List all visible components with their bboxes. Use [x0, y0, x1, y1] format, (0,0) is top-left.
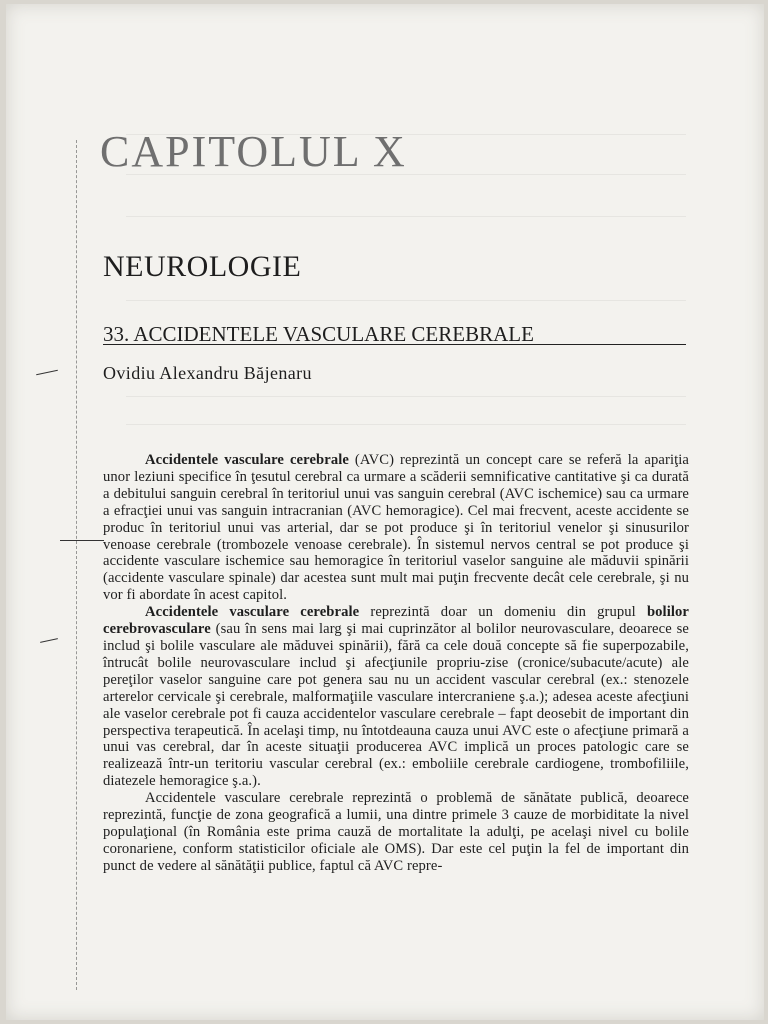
paragraph-text: (sau în sens mai larg şi mai cuprinzător al bolilor neurovasculare, deoarece se includ şi bolile vasculare ale măduvei spinării), fără ca cele două concepte să fie superpozabile, întrucât bolile neurovasculare includ şi afecţiunile propriu-zise (cronice/subacute/acute) ale pereţilor vaselor sanguine care pot genera sau nu un accident vascular cerebral (ex.: stenozele arterelor cervicale şi cerebrale, malformaţiile vasculare intercraniene ş.a.); adesea aceste afecţiuni ale vaselor cerebrale pot fi cauza accidentelor vasculare cerebrale – fapt deosebit de important din perspectiva terapeutică. În acelaşi timp, nu întotdeauna cauza unui AVC este o afecţiune primară a unui vas cerebral, dar în aceste situaţii producerea AVC implică un proces patologic care se realizează într-un teritoriu vascular cerebral (ex.: emboliile cerebrale cardiogene, trombofiliile, diatezele hemoragice ş.a.). — [103, 621, 689, 790]
subsection-title: ACCIDENTELE VASCULARE CEREBRALE — [133, 322, 534, 346]
margin-dashed-rule — [76, 140, 77, 990]
heading-underline — [103, 344, 686, 345]
paragraph-text: (AVC) reprezintă un concept care se referă la apariţia unor leziuni specifice în ţesutul cerebral ca urmare a scăderii semnificative cantitative şi ca durată a debitului sanguin cerebral în teritoriul unui vas sanguin cerebral (AVC ischemice) sau ca urmare a efracţiei unui vas sanguin intracranian (AVC hemoragice). Cel mai frecvent, aceste accidente se produc în teritoriul unui vas arterial, dar se pot produce şi în teritoriul venelor şi sinusurilor venoase cerebrale (trombozele venoase cerebrale). În sistemul nervos central se pot produce şi accidente vasculare ischemice sau hemoragice în teritoriul vaselor sanguine ale măduvii spinării (accidente vasculare spinale) dar acestea sunt mult mai puţin frecvente decât cele cerebrale, şi nu vor fi abordate în acest capitol. — [103, 452, 689, 604]
paragraph — [103, 604, 689, 790]
bleed-through-line — [126, 424, 686, 425]
margin-pencil-mark — [60, 540, 104, 541]
bleed-through-line — [126, 396, 686, 397]
paragraph — [103, 452, 689, 604]
bold-term: Accidentele vasculare cerebrale — [145, 452, 349, 468]
bleed-through-line — [126, 216, 686, 217]
bold-term: Accidentele vasculare cerebrale — [145, 604, 360, 621]
body-text — [103, 452, 689, 875]
author-name: Ovidiu Alexandru Băjenaru — [103, 363, 312, 383]
section-title: NEUROLOGIE — [103, 250, 302, 283]
paragraph-text: reprezintă doar un domeniu din grupul — [359, 604, 647, 621]
subsection-number: 33. — [103, 322, 130, 346]
paragraph-text: Accidentele vasculare cerebrale reprezintă o problemă de sănătate publică, deoarece reprezintă, funcţie de zona geografică a lumii, una dintre primele 3 cauze de morbiditate la nivel populaţional (în România este prima cauză de mortalitate la adulţi, pe acelaşi nivel cu bolile coronariene, conform statisticilor oficiale ale OMS). Dar este cel puţin la fel de important din punct de vedere al sănătăţii publice, faptul că AVC repre- — [103, 790, 689, 874]
chapter-heading: CAPITOLUL X — [100, 127, 407, 176]
paragraph — [103, 790, 689, 875]
bold-term: bolilor cerebrovasculare — [103, 604, 689, 638]
bleed-through-line — [126, 300, 686, 301]
